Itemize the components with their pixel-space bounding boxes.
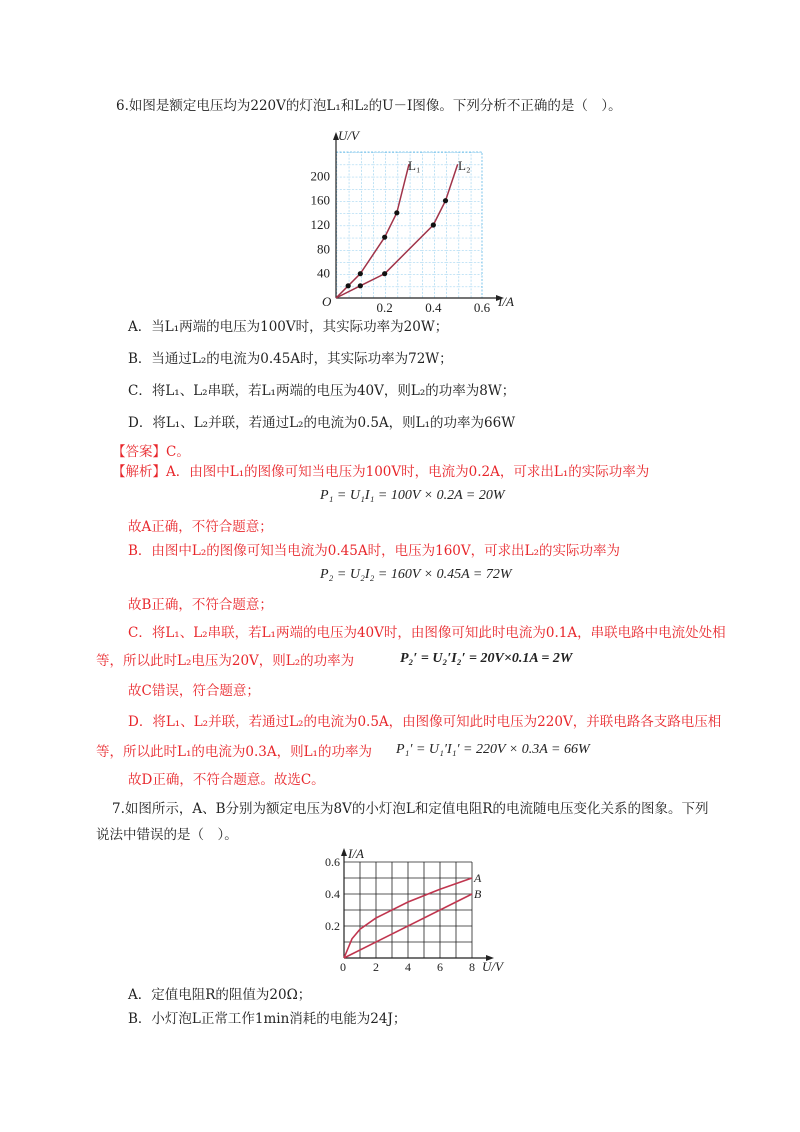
q6-option-b: B．当通过L₂的电流为0.45A时，其实际功率为72W； <box>128 351 453 367</box>
q6-y-tick-label: 160 <box>310 192 330 208</box>
q7-x-axis-label: U/V <box>482 959 503 974</box>
q7-curve-b-label: B <box>474 887 482 901</box>
q6-stem: 6.如图是额定电压均为220V的灯泡L₁和L₂的U－I图像。下列分析不正确的是（ ）。 <box>116 98 622 114</box>
q6-option-d: D．将L₁、L₂并联，若通过L₂的电流为0.5A，则L₁的功率为66W <box>128 415 516 431</box>
q7-x-tick-label: 2 <box>373 960 379 974</box>
q6-data-point <box>443 198 448 203</box>
q6-y-tick-label: 40 <box>317 265 330 281</box>
q7-y-arrow <box>341 848 347 856</box>
q7-y-tick-label: 0.6 <box>325 855 340 869</box>
q6-curve2-label: L₂ <box>458 158 471 173</box>
q6-formula-d: P₁′ = U₁′I₁′ = 220V × 0.3A = 66W <box>396 742 590 757</box>
q7-y-axis-label: I/A <box>348 846 364 861</box>
q6-data-point <box>358 283 363 288</box>
q7-stem-line1: 7.如图所示，A、B分别为额定电压为8V的小灯泡L和定值电阻R的电流随电压变化关系的图象。下列 <box>112 801 709 817</box>
q6-conclusion-c: 故C错误，符合题意； <box>128 683 260 699</box>
q6-data-point <box>346 283 351 288</box>
q6-analysis-d1: D．将L₁、L₂并联，若通过L₂的电流为0.5A，由图像可知此时电压为220V，并联电路各支路电压相 <box>128 714 722 730</box>
q7-curve-a-label: A <box>474 871 482 885</box>
q6-analysis-d2: 等，所以此时L₁的电流为0.3A，则L₁的功率为 <box>96 744 372 760</box>
q6-data-point <box>382 271 387 276</box>
q6-y-axis-label: U/V <box>338 128 359 143</box>
q6-formula-a: P₁ = U₁I₁ = 100V × 0.2A = 20W <box>320 488 505 503</box>
q6-analysis-a: 【解析】A．由图中L₁的图像可知当电压为100V时，电流为0.2A，可求出L₁的实际功率为 <box>112 464 650 480</box>
q6-y-tick-label: 200 <box>310 168 330 184</box>
q6-y-tick-label: 120 <box>310 217 330 232</box>
q6-option-a: A．当L₁两端的电压为100V时，其实际功率为20W； <box>128 319 449 335</box>
q6-origin-label: O <box>322 294 332 309</box>
q6-option-c: C．将L₁、L₂串联，若L₁两端的电压为40V，则L₂的功率为8W； <box>128 383 516 399</box>
q6-data-point <box>358 271 363 276</box>
q6-formula-c: P₂′ = U₂′I₂′ = 20V×0.1A = 2W <box>400 651 573 666</box>
q7-stem-line2: 说法中错误的是（ ）。 <box>96 827 238 843</box>
q6-data-point <box>382 235 387 240</box>
q6-x-tick-label: 0.6 <box>473 300 491 315</box>
q7-y-tick-label: 0.4 <box>325 887 340 901</box>
q6-formula-b: P₂ = U₂I₂ = 160V × 0.45A = 72W <box>320 567 512 582</box>
q6-y-tick-label: 80 <box>317 241 330 257</box>
q7-option-a: A．定值电阻R的阻值为20Ω； <box>128 987 312 1003</box>
q6-ui-graph <box>300 128 530 315</box>
q6-analysis-b: B．由图中L₂的图像可知当电流为0.45A时，电压为160V，可求出L₂的实际功率为 <box>128 543 620 559</box>
q6-x-axis-label: I/A <box>498 294 514 309</box>
q7-x-tick-label: 6 <box>437 960 443 974</box>
q7-y-tick-label: 0.2 <box>325 919 340 933</box>
q6-curve1-label: L₁ <box>408 158 421 173</box>
q6-x-tick-label: 0.2 <box>376 300 393 315</box>
q6-answer: 【答案】C。 <box>112 444 190 460</box>
q6-conclusion-b: 故B正确，不符合题意； <box>128 597 273 613</box>
q6-analysis-c1: C．将L₁、L₂串联，若L₁两端的电压为40V时，由图像可知此时电流为0.1A，串联电路中电流处处相 <box>128 625 726 641</box>
q6-x-tick-label: 0.4 <box>425 300 442 315</box>
q7-x-tick-label: 4 <box>405 960 411 974</box>
q7-x-tick-label: 8 <box>469 960 475 974</box>
q7-origin-label: 0 <box>340 960 346 974</box>
q6-analysis-c2: 等，所以此时L₂电压为20V，则L₂的功率为 <box>96 653 355 669</box>
q6-conclusion-a: 故A正确，不符合题意； <box>128 519 273 535</box>
q6-conclusion-d: 故D正确，不符合题意。故选C。 <box>128 772 325 788</box>
q6-data-point <box>431 222 436 227</box>
q6-data-point <box>394 210 399 215</box>
q7-iu-graph <box>318 846 518 976</box>
q7-option-b: B．小灯泡L正常工作1min消耗的电能为24J； <box>128 1011 407 1027</box>
